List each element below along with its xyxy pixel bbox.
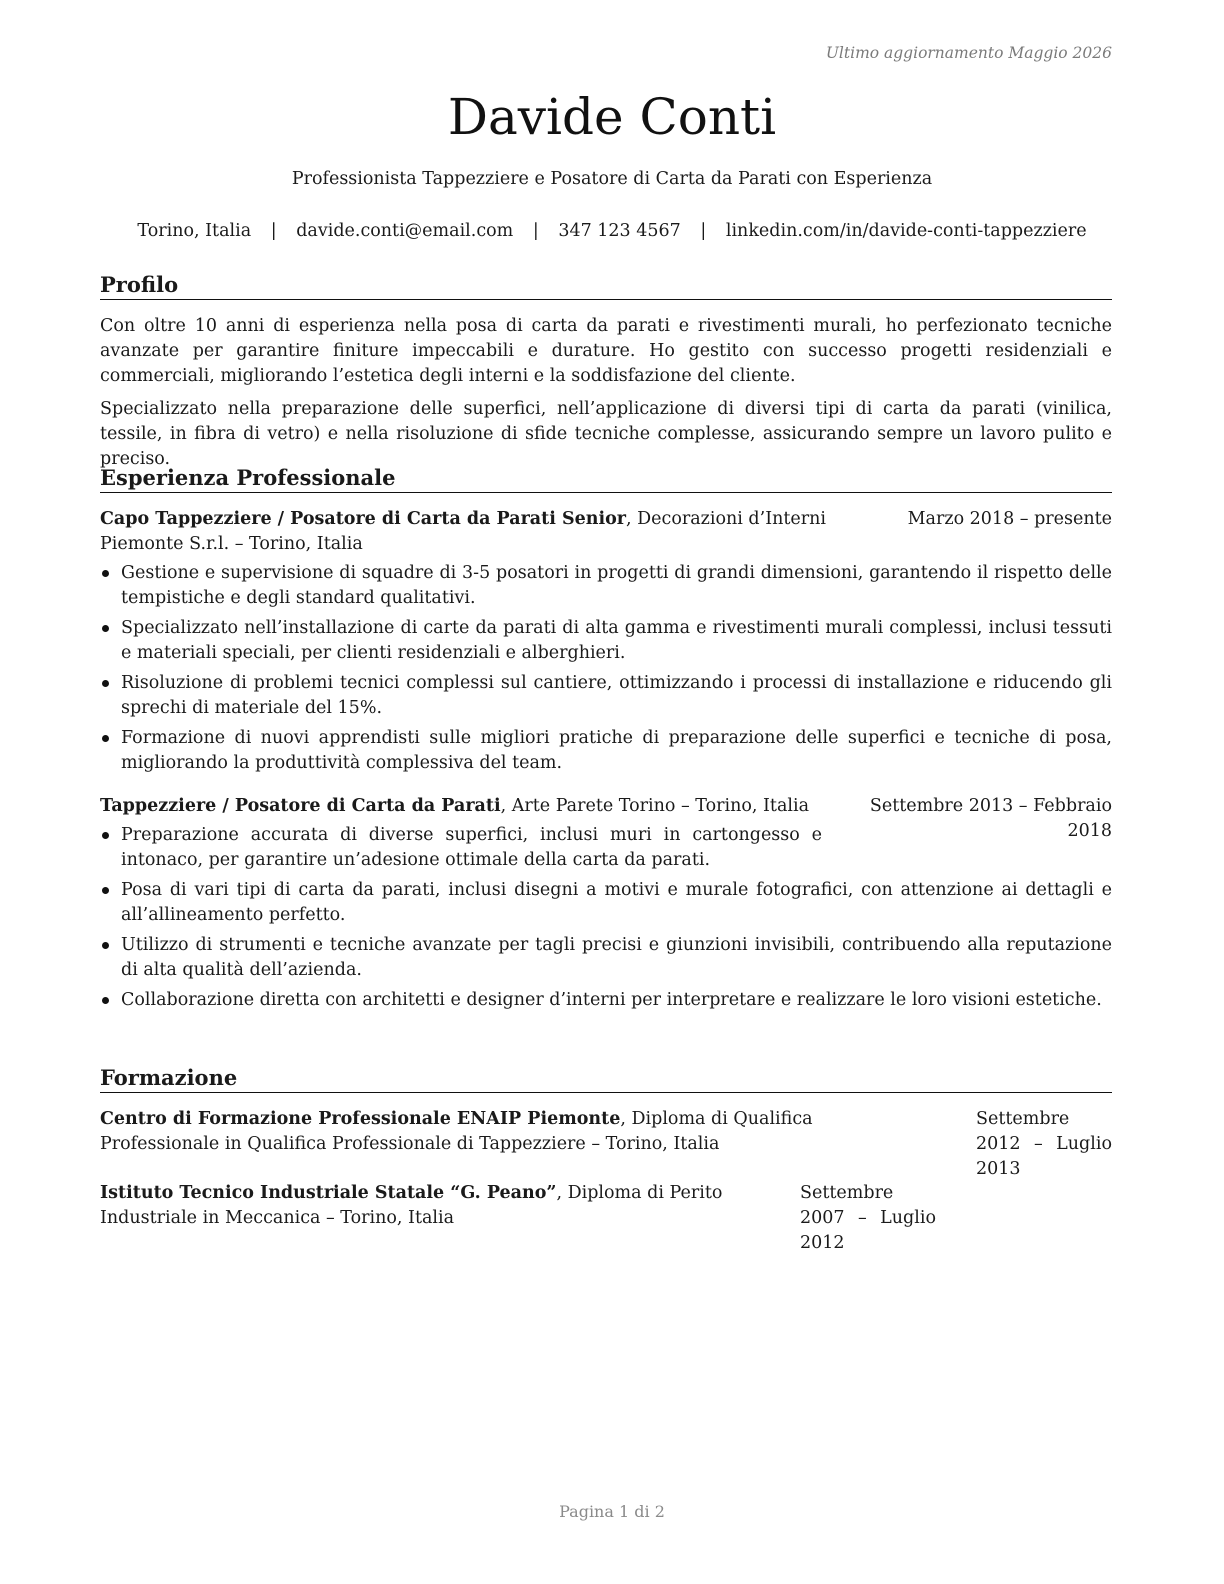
job-header — [100, 794, 1112, 841]
job-bullets — [100, 561, 1112, 776]
bullet-icon — [102, 570, 109, 577]
list-item — [100, 878, 1112, 928]
bullet-icon — [102, 680, 109, 687]
bullet-icon — [102, 735, 109, 742]
section-title-experience: Esperienza Professionale — [100, 464, 1112, 493]
contact-location: Torino, Italia — [137, 221, 252, 241]
section-title-profile: Profilo — [100, 271, 1112, 300]
experience-section — [100, 464, 1112, 1018]
education-header — [100, 1181, 1112, 1253]
list-item — [100, 988, 1112, 1013]
bullet-icon — [102, 625, 109, 632]
education-entry — [100, 1107, 1112, 1179]
contact-separator: | — [270, 221, 277, 241]
education-section — [100, 1064, 1112, 1256]
job-bullets — [100, 823, 1112, 1013]
bullet-icon — [102, 997, 109, 1004]
profile-section — [100, 271, 1112, 472]
bullet-text: Formazione di nuovi apprendisti sulle migliori pratiche di preparazione delle superfici e tecniche di posa, migliorando la produttività complessiva del team. — [121, 728, 1112, 773]
bullet-icon — [102, 942, 109, 949]
education-detail: , Diploma di Qualifica Professionale in Qualifica Professionale di Tappezziere – Torino, Italia — [100, 1109, 813, 1154]
bullet-text: Collaborazione diretta con architetti e designer d’interni per interpretare e realizzare le loro visioni estetiche. — [121, 990, 1102, 1010]
profile-paragraph: Specializzato nella preparazione delle superfici, nell’applicazione di diversi tipi di carta da parati (vinilica, tessile, in fibra di vetro) e nella risoluzione di sfide tecniche complesse, assicurando sempre un lavoro pulito e preciso. — [100, 399, 1112, 469]
job-header — [100, 507, 1112, 557]
section-title-education: Formazione — [100, 1064, 1112, 1093]
job-company: , Arte Parete Torino – Torino, Italia — [500, 796, 810, 816]
education-detail: , Diploma di Perito Industriale in Meccanica – Torino, Italia — [100, 1183, 723, 1228]
education-school: Centro di Formazione Professionale ENAIP Piemonte — [100, 1109, 621, 1129]
candidate-headline: Professionista Tappezziere e Posatore di Carta da Parati con Esperienza — [291, 169, 933, 189]
profile-paragraph: Con oltre 10 anni di esperienza nella posa di carta da parati e rivestimenti murali, ho perfezionato tecniche avanzate per garantire finiture impeccabili e durature. Ho gestito con successo progetti residenziali e commerciali, migliorando l’estetica degli interni e la soddisfazione del cliente. — [100, 316, 1112, 386]
page-number: Pagina 1 di 2 — [559, 1502, 665, 1521]
education-school: Istituto Tecnico Industriale Statale “G. Peano” — [100, 1183, 557, 1203]
contact-separator: | — [700, 221, 707, 241]
job-entry — [100, 507, 1112, 776]
list-item — [100, 561, 1112, 611]
contact-linkedin[interactable]: linkedin.com/in/davide-conti-tappezziere — [725, 221, 1087, 241]
job-company: , Decorazioni d’Interni Piemonte S.r.l. – Torino, Italia — [100, 509, 827, 554]
education-header — [100, 1107, 1112, 1179]
job-role: Capo Tappezziere / Posatore di Carta da Parati Senior — [100, 509, 626, 529]
bullet-icon — [102, 832, 109, 839]
bullet-text: Posa di vari tipi di carta da parati, inclusi disegni a motivi e murale fotografici, con attenzione ai dettagli e all’allineamento perfetto. — [121, 880, 1112, 925]
job-entry — [100, 794, 1112, 1013]
last-updated-note: Ultimo aggiornamento Maggio 2026 — [825, 44, 1112, 62]
list-item — [100, 616, 1112, 666]
job-dates: Marzo 2018 – presente — [907, 509, 1112, 529]
job-dates: Settembre 2013 – Febbraio 2018 — [869, 796, 1112, 841]
contact-separator: | — [532, 221, 539, 241]
bullet-text: Specializzato nell’installazione di carte da parati di alta gamma e rivestimenti murali complessi, inclusi tessuti e materiali speciali, per clienti residenziali e alberghieri. — [121, 618, 1112, 663]
list-item — [100, 823, 1112, 873]
bullet-text: Risoluzione di problemi tecnici complessi sul cantiere, ottimizzando i processi di installazione e riducendo gli sprechi di materiale del 15%. — [121, 673, 1112, 718]
education-dates: Settembre 2007 – Luglio 2012 — [800, 1183, 936, 1253]
bullet-icon — [102, 887, 109, 894]
contact-line — [0, 219, 1224, 243]
candidate-name: Davide Conti — [447, 88, 777, 146]
education-dates: Settembre 2012 – Luglio 2013 — [976, 1109, 1112, 1179]
bullet-text: Utilizzo di strumenti e tecniche avanzate per tagli precisi e giunzioni invisibili, contribuendo alla reputazione di alta qualità dell’azienda. — [121, 935, 1112, 980]
job-role: Tappezziere / Posatore di Carta da Parati — [100, 796, 501, 816]
contact-email[interactable]: davide.conti@email.com — [296, 221, 514, 241]
list-item — [100, 726, 1112, 776]
list-item — [100, 933, 1112, 983]
list-item — [100, 671, 1112, 721]
bullet-text: Preparazione accurata di diverse superfici, inclusi muri in cartongesso e intonaco, per garantire un’adesione ottimale della carta da parati. — [121, 825, 822, 870]
education-entry — [100, 1181, 1112, 1253]
contact-phone[interactable]: 347 123 4567 — [558, 221, 681, 241]
bullet-text: Gestione e supervisione di squadre di 3-5 posatori in progetti di grandi dimensioni, garantendo il rispetto delle tempistiche e degli standard qualitativi. — [121, 563, 1112, 608]
